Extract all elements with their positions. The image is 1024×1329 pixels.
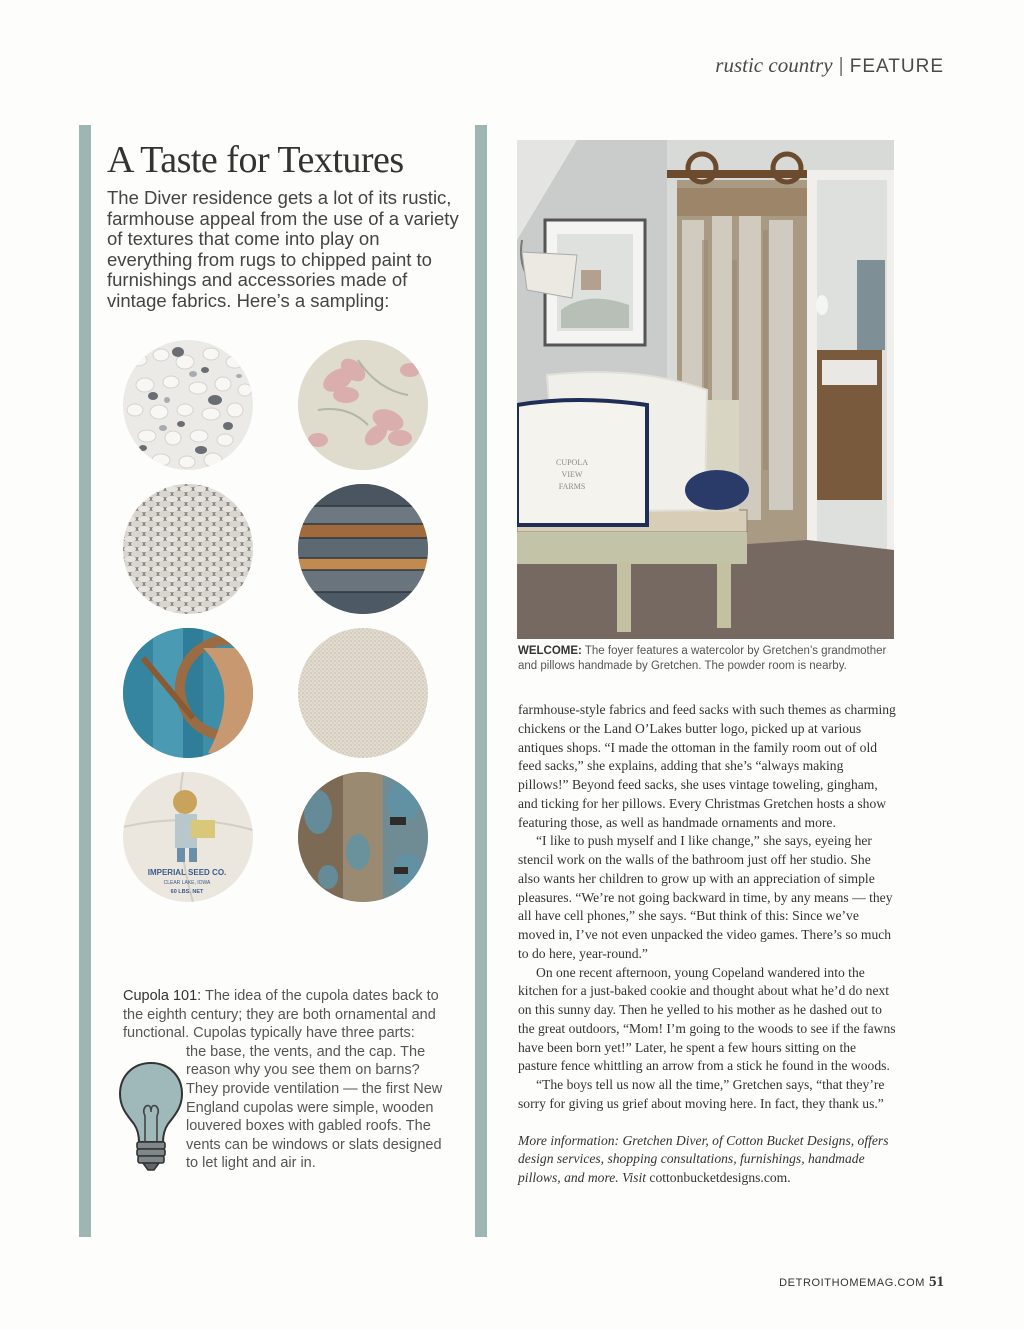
page-footer [779,1274,944,1291]
header-separator: | [838,55,844,77]
article-paragraph: farmhouse-style fabrics and feed sacks with such themes as charming chickens or the Land O’Lakes butter logo, picked up at various antiques shops. “I made the ottoman in the family room out of old feed sacks,” she explains, adding that she’s “always making pillows!” Beyond feed sacks, she uses vintage toweling, gingham, and ticking for her pillows. Every Christmas Gretchen hosts a show featuring those, as well as handmade ornaments and more. [518,702,896,830]
feed-sack-weight: 60 LBS. NET [170,889,204,895]
section-name: rustic country [715,53,833,77]
pillow-text-line3: FARMS [558,482,586,491]
article-body [518,701,896,1188]
floral-fabric-icon [298,340,428,470]
sidebar-left-rule [79,125,91,1237]
article-paragraph: “I like to push myself and I like change,” she says, eyeing her stencil work on the walls of the bathroom just off her studio. She also wants her children to grow up with an appreciation of simple pleasures. “We’re not going backward in time, by any means — they all have cell phones,” she says. “But think of this: Since we’ve moved in, I’ve not even unpacked the video games. There’s so much to do here, year-round.” [518,833,893,961]
cupola-lead: Cupola 101: [123,988,202,1004]
page-number: 51 [929,1274,944,1290]
texture-sidebar [107,138,462,311]
chipped-paint-door-icon [298,772,428,902]
linen-fabric-icon [298,628,428,758]
feed-sack-location: CLEAR LAKE, IOWA [163,880,211,886]
pebble-tile-icon [123,340,253,470]
more-information [518,1132,896,1188]
article-paragraph: “The boys tell us now all the time,” Gretchen says, “that they’re sorry for giving us grief about moving here. In fact, they thank us.” [518,1077,885,1111]
website-link[interactable]: cottonbucketdesigns.com. [649,1170,791,1185]
photo-caption [518,644,898,673]
sidebar-right-rule [475,125,487,1237]
article-paragraph: On one recent afternoon, young Copeland wandered into the kitchen for a just-baked cookie and thought about what he’d do next on this sunny day. Then he yelled to his mother as he dashed out to the great outdoors, “Mom! I’m going to the woods to see if the fawns have been born yet!” Later, he spent a few hours sitting on the pasture fence whittling an arrow from a stick he found in the woods. [518,964,896,1074]
foyer-photo [517,140,894,639]
sidebar-intro: The Diver residence gets a lot of its rustic, farmhouse appeal from the use of a variety of textures that come into play on everything from rugs to chipped paint to furnishings and accessories made of vintage fabrics. Here’s a sampling: [107,187,459,311]
pillow-text-line2: VIEW [561,470,583,479]
section-type: FEATURE [849,56,944,77]
lightbulb-icon [118,1060,184,1172]
cupola-text-bottom: the base, the vents, and the cap. The reason why you see them on barns? They provide ventilation — the first New England cupolas were simple, wooden louvered boxes with gabled roofs. The vents can be windows or slats designed to let light and air in. [186,1043,443,1172]
section-header [715,53,944,78]
cupola-text-top: The idea of the cupola dates back to the eighth century; they are both ornamental and functional. Cupolas typically have three parts: [123,988,439,1042]
feed-sack-brand: IMPERIAL SEED CO. [147,868,227,877]
caption-label: WELCOME: [518,645,582,657]
woven-rug-icon [123,484,253,614]
pillow-text-line1: CUPOLA [555,458,589,467]
caption-text: The foyer features a watercolor by Gretchen’s grandmother and pillows handmade by Gretchen. The powder room is nearby. [518,645,887,672]
more-information-text: More information: Gretchen Diver, of Cotton Bucket Designs, offers design services, shopping consultations, furnishings, handmade pillows, and more. Visit [518,1132,889,1185]
turquoise-wheel-icon [123,628,253,758]
feed-sack-icon [123,772,253,902]
weathered-wood-icon [298,484,428,614]
sidebar-title: A Taste for Textures [107,139,404,181]
footer-site: DETROITHOMEMAG.COM [779,1277,925,1289]
